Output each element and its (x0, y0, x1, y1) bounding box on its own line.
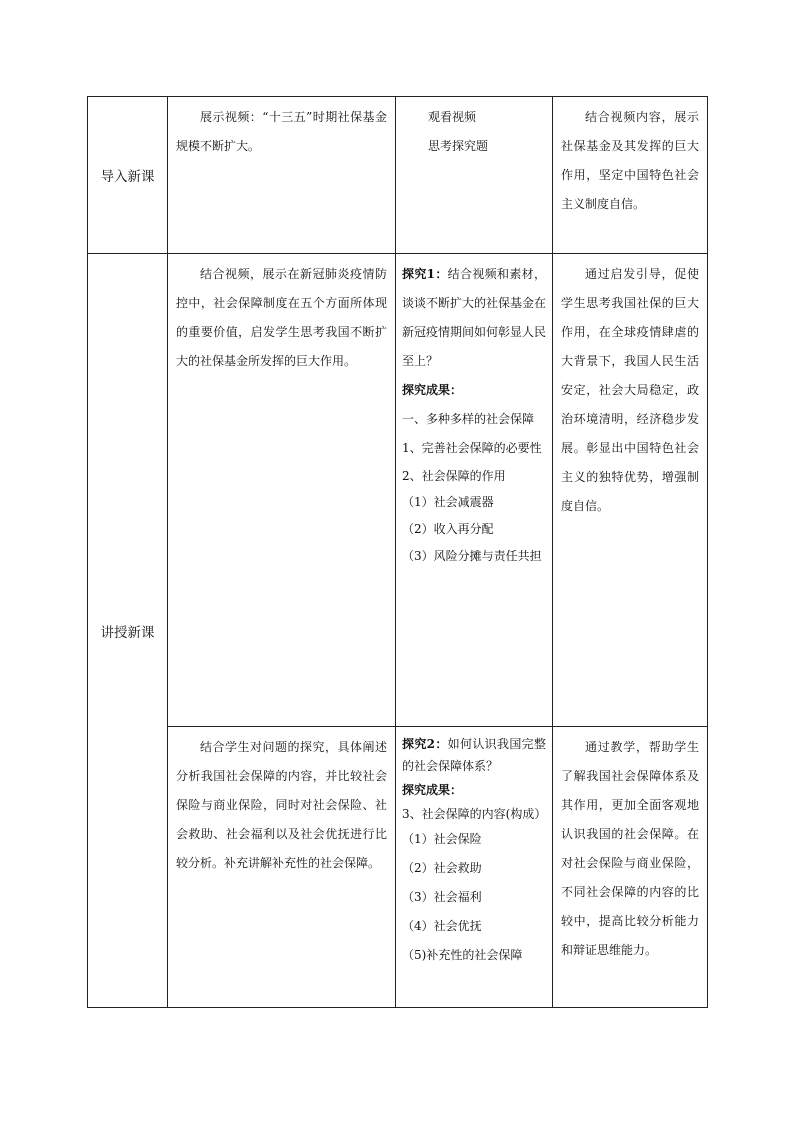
result-item: 1、完善社会保障的必要性 (402, 441, 542, 455)
result-item: （3）社会福利 (402, 890, 482, 904)
intent-text: 通过教学，帮助学生了解我国社会保障体系及其作用，更加全面客观地认识我国的社会保障。在对社会保险与商业保险，不同社会保障的内容的比较中，提高比较分析能力和辩证思维能力。 (561, 740, 699, 957)
teacher-text: 结合视频，展示在新冠肺炎疫情防控中，社会保障制度在五个方面所体现的重要价值，启发学生思考我国不断扩大的社保基金所发挥的巨大作用。 (176, 267, 387, 368)
result-item: （3）风险分摊与责任共担 (402, 549, 542, 563)
row-intro (88, 97, 708, 254)
result-title: 探究成果： (402, 383, 463, 397)
design-intent-1 (553, 254, 708, 727)
result-item: 3、社会保障的内容(构成） (402, 807, 547, 821)
design-intent-intro (553, 97, 708, 254)
stage-lecture (88, 254, 168, 1008)
teacher-text: 展示视频：“十三五”时期社保基金规模不断扩大。 (176, 110, 387, 153)
explore-title: 探究2： (402, 737, 448, 751)
lesson-plan-table (87, 96, 708, 1008)
teacher-activity-intro (168, 97, 396, 254)
student-activity-intro (396, 97, 553, 254)
design-intent-2 (553, 727, 708, 1008)
stage-intro (88, 97, 168, 254)
row-lecture-1 (88, 254, 708, 727)
student-text: 思考探究题 (428, 139, 489, 153)
explore-title: 探究1： (402, 267, 448, 281)
result-item: （1）社会减震器 (402, 495, 494, 509)
result-item: （2）社会救助 (402, 861, 482, 875)
explore-text: 结合视频和素材，谈谈不断扩大的社保基金在新冠疫情期间如何彰显人民至上？ (402, 267, 547, 368)
result-item: （5)补充性的社会保障 (402, 948, 523, 962)
intent-text: 通过启发引导，促使学生思考我国社保的巨大作用，在全球疫情肆虐的大背景下，我国人民生活安定，社会大局稳定，政治环境清明，经济稳步发展。彰显出中国特色社会主义的独特优势，增强制度自信。 (561, 267, 699, 513)
explore-text: 如何认识我国完整的社会保障体系？ (402, 737, 546, 773)
student-activity-2 (396, 727, 553, 1008)
teacher-text: 结合学生对问题的探究，具体阐述分析我国社会保障的内容，并比较社会保险与商业保险，同时对社会保险、社会救助、社会福利以及社会优抚进行比较分析。补充讲解补充性的社会保障。 (176, 740, 387, 870)
row-lecture-2 (88, 727, 708, 1008)
intent-text: 结合视频内容，展示社保基金及其发挥的巨大作用，坚定中国特色社会主义制度自信。 (561, 110, 699, 211)
result-item: （4）社会优抚 (402, 919, 482, 933)
result-item: 一、多种多样的社会保障 (402, 412, 535, 426)
explore-question (402, 260, 546, 376)
stage-label: 讲授新课 (100, 624, 155, 641)
teacher-activity-1 (168, 254, 396, 727)
result-item: （2）收入再分配 (402, 522, 494, 536)
result-title: 探究成果： (402, 783, 463, 797)
teacher-activity-2 (168, 727, 396, 1008)
student-text: 观看视频 (428, 110, 477, 124)
result-item: （1）社会保险 (402, 832, 482, 846)
explore-question (402, 733, 546, 777)
stage-label: 导入新课 (100, 169, 155, 185)
student-activity-1 (396, 254, 553, 727)
result-item: 2、社会保障的作用 (402, 469, 506, 483)
